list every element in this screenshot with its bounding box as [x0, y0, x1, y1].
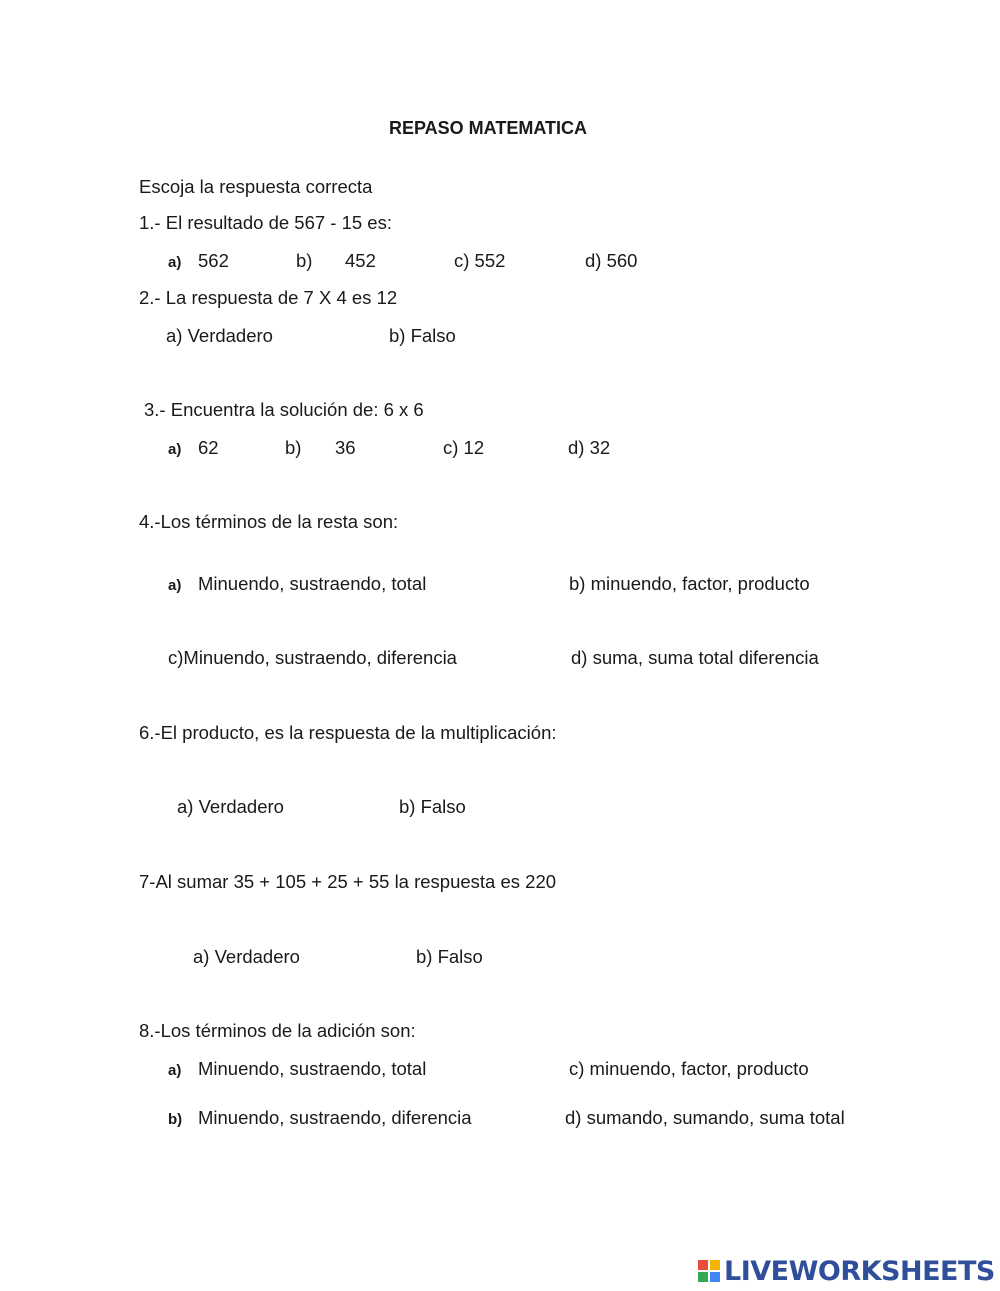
q8-option-c[interactable]: c) minuendo, factor, producto	[569, 1058, 809, 1079]
q1-option-a-label: a)	[168, 254, 182, 271]
q1-option-d[interactable]: d) 560	[585, 250, 638, 271]
q4-option-c[interactable]: c)Minuendo, sustraendo, diferencia	[168, 647, 457, 668]
logo-blocks-icon	[698, 1260, 720, 1282]
q3-option-c[interactable]: c) 12	[443, 437, 485, 458]
q3-option-b[interactable]: 36	[335, 437, 356, 458]
q3-option-a-label: a)	[168, 441, 182, 458]
q4-option-b[interactable]: b) minuendo, factor, producto	[569, 573, 810, 594]
q2-option-b[interactable]: b) Falso	[389, 325, 456, 346]
question-2: 2.- La respuesta de 7 X 4 es 12	[139, 287, 398, 308]
q4-option-a-label: a)	[168, 577, 182, 594]
q8-option-a-label: a)	[168, 1062, 182, 1079]
q6-option-b[interactable]: b) Falso	[399, 796, 466, 817]
q1-option-c[interactable]: c) 552	[454, 250, 506, 271]
q7-option-a[interactable]: a) Verdadero	[193, 946, 300, 967]
q1-option-b[interactable]: 452	[345, 250, 376, 271]
question-1: 1.- El resultado de 567 - 15 es:	[139, 212, 392, 233]
q3-option-d[interactable]: d) 32	[568, 437, 611, 458]
q3-option-b-label: b)	[285, 437, 302, 458]
liveworksheets-logo	[698, 1256, 995, 1286]
question-6: 6.-El producto, es la respuesta de la multiplicación:	[139, 722, 557, 743]
q4-option-d[interactable]: d) suma, suma total diferencia	[571, 647, 819, 668]
question-4: 4.-Los términos de la resta son:	[139, 511, 399, 532]
q1-option-a[interactable]: 562	[198, 250, 229, 271]
question-8: 8.-Los términos de la adición son:	[139, 1020, 416, 1041]
page-title: REPASO MATEMATICA	[389, 118, 587, 138]
q6-option-a[interactable]: a) Verdadero	[177, 796, 284, 817]
q3-option-a[interactable]: 62	[198, 437, 219, 458]
q1-option-b-label: b)	[296, 250, 313, 271]
q8-option-a[interactable]: Minuendo, sustraendo, total	[198, 1058, 427, 1079]
q2-option-a[interactable]: a) Verdadero	[166, 325, 273, 346]
q4-option-a[interactable]: Minuendo, sustraendo, total	[198, 573, 427, 594]
q8-option-b-label: b)	[168, 1111, 183, 1128]
q8-option-b[interactable]: Minuendo, sustraendo, diferencia	[198, 1107, 472, 1128]
question-3: 3.- Encuentra la solución de: 6 x 6	[144, 399, 424, 420]
logo-text: LIVEWORKSHEETS	[724, 1255, 995, 1287]
question-7: 7-Al sumar 35 + 105 + 25 + 55 la respuesta es 220	[139, 871, 557, 892]
instruction: Escoja la respuesta correcta	[139, 176, 373, 197]
q8-option-d[interactable]: d) sumando, sumando, suma total	[565, 1107, 845, 1128]
q7-option-b[interactable]: b) Falso	[416, 946, 483, 967]
